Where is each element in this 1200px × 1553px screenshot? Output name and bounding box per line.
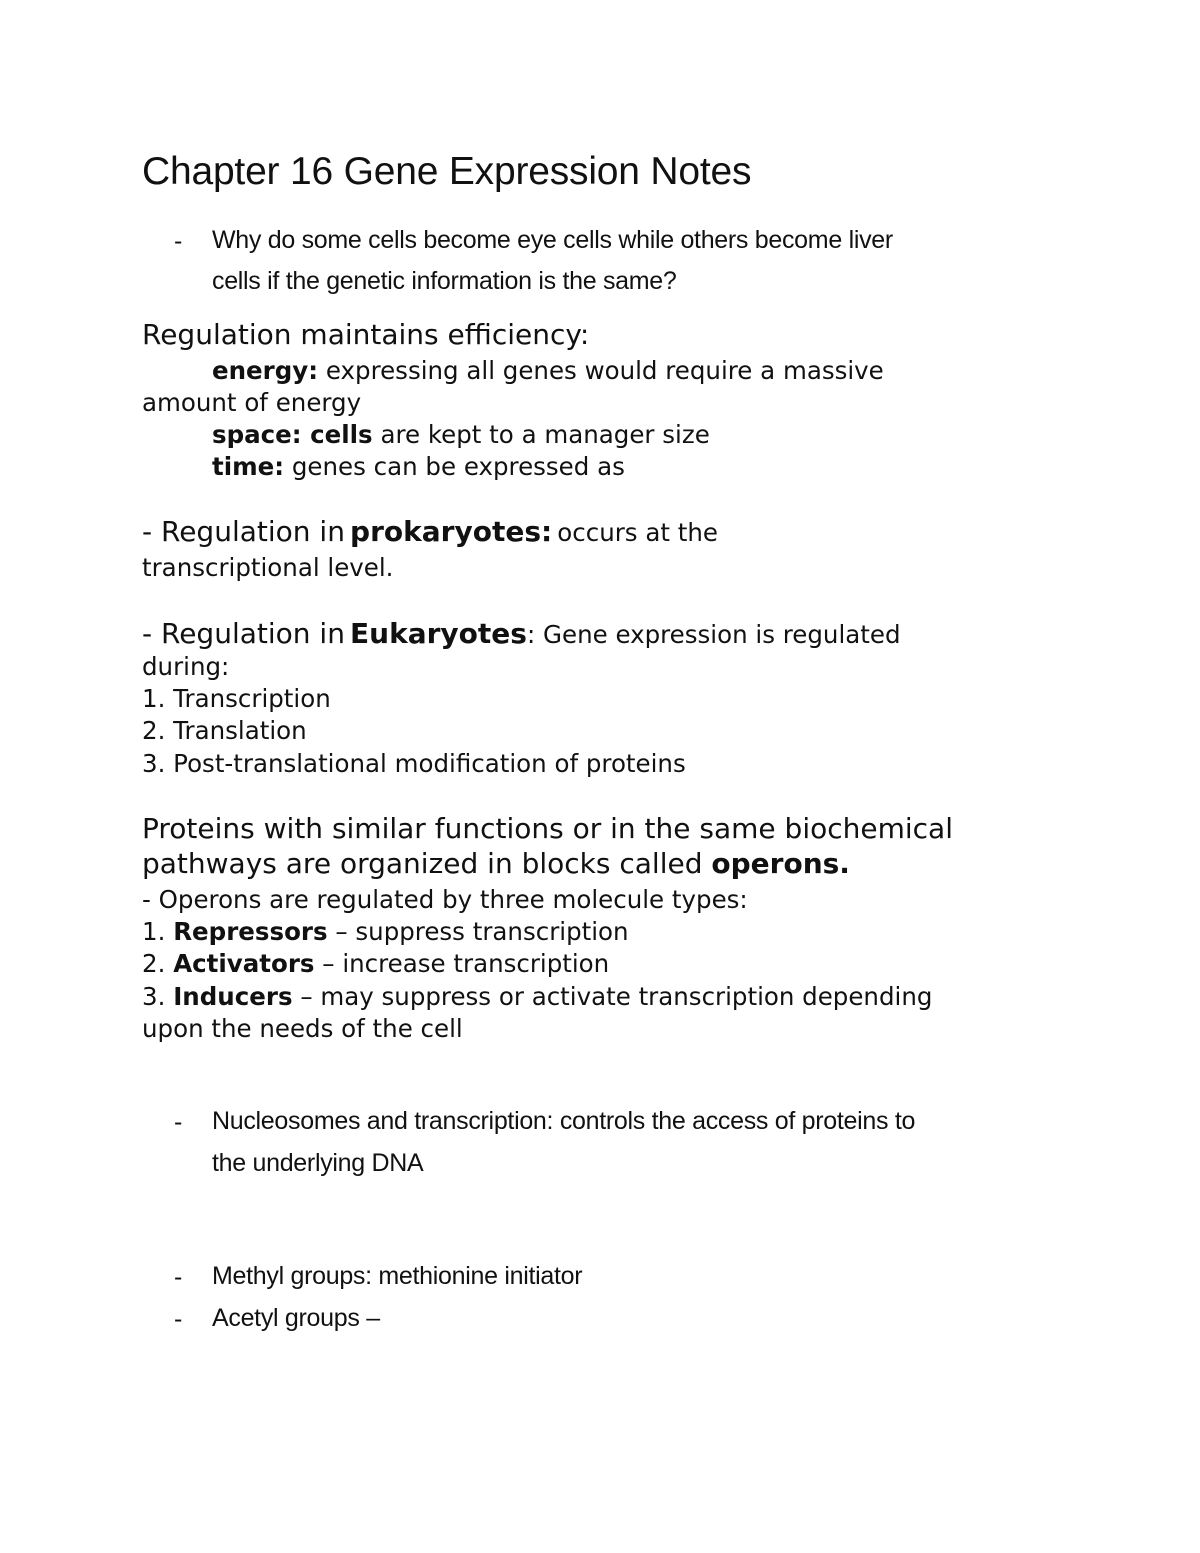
list-number: 2.	[142, 949, 166, 978]
bullet-dash: -	[174, 1263, 183, 1291]
eukaryotes-line	[142, 617, 901, 650]
molecule-type-desc: – increase transcription	[322, 949, 610, 978]
space-line	[212, 420, 710, 449]
operons-line1: Proteins with similar functions or in the same biochemical	[142, 812, 953, 845]
operons-subline: - Operons are regulated by three molecule types:	[142, 885, 748, 914]
eukaryotes-prefix: - Regulation in	[142, 617, 345, 650]
intro-question-line1: Why do some cells become eye cells while others become liver	[212, 226, 893, 254]
time-label: time:	[212, 452, 285, 481]
bullet-dash: -	[174, 1108, 183, 1136]
acetyl-groups-note: Acetyl groups –	[212, 1304, 380, 1332]
list-number: 3.	[142, 982, 166, 1011]
list-item: 2. Translation	[142, 716, 307, 745]
prokaryotes-term: prokaryotes:	[350, 515, 553, 548]
molecule-type-term: Activators	[173, 949, 315, 978]
operons-line2	[142, 847, 850, 880]
list-item: 1. Transcription	[142, 684, 331, 713]
time-text: genes can be expressed as	[291, 452, 625, 481]
time-line	[212, 452, 625, 481]
molecule-type-term: Inducers	[173, 982, 293, 1011]
energy-continuation: amount of energy	[142, 388, 362, 417]
prokaryotes-continuation: transcriptional level.	[142, 553, 394, 582]
molecule-type-desc: – may suppress or activate transcription depending	[300, 982, 933, 1011]
molecule-type-item	[142, 949, 610, 978]
prokaryotes-prefix: - Regulation in	[142, 515, 345, 548]
inducers-continuation: upon the needs of the cell	[142, 1014, 463, 1043]
molecule-type-desc: – suppress transcription	[335, 917, 629, 946]
energy-text: expressing all genes would require a massive	[325, 356, 884, 385]
energy-line	[212, 356, 884, 385]
bullet-dash: -	[174, 227, 183, 255]
prokaryotes-text: occurs at the	[557, 518, 718, 547]
methyl-groups-note: Methyl groups: methionine initiator	[212, 1262, 583, 1290]
eukaryotes-text: : Gene expression is regulated	[526, 620, 901, 649]
bullet-dash: -	[174, 1305, 183, 1333]
nucleosomes-line1: Nucleosomes and transcription: controls the access of proteins to	[212, 1107, 916, 1135]
operons-line2-prefix: pathways are organized in blocks called	[142, 847, 703, 880]
operons-term: operons.	[711, 847, 850, 880]
molecule-type-item	[142, 982, 933, 1011]
nucleosomes-line2: the underlying DNA	[212, 1149, 424, 1177]
energy-label: energy:	[212, 356, 319, 385]
list-item: 3. Post-translational modification of proteins	[142, 749, 686, 778]
space-text: are kept to a manager size	[380, 420, 710, 449]
intro-question-line2: cells if the genetic information is the same?	[212, 267, 677, 295]
efficiency-heading: Regulation maintains efficiency:	[142, 318, 590, 351]
page-title: Chapter 16 Gene Expression Notes	[142, 150, 752, 193]
space-label: space: cells	[212, 420, 373, 449]
list-number: 1.	[142, 917, 166, 946]
eukaryotes-term: Eukaryotes	[350, 617, 527, 650]
molecule-type-item	[142, 917, 629, 946]
eukaryotes-continuation: during:	[142, 652, 230, 681]
prokaryotes-line	[142, 515, 718, 548]
molecule-type-term: Repressors	[173, 917, 328, 946]
